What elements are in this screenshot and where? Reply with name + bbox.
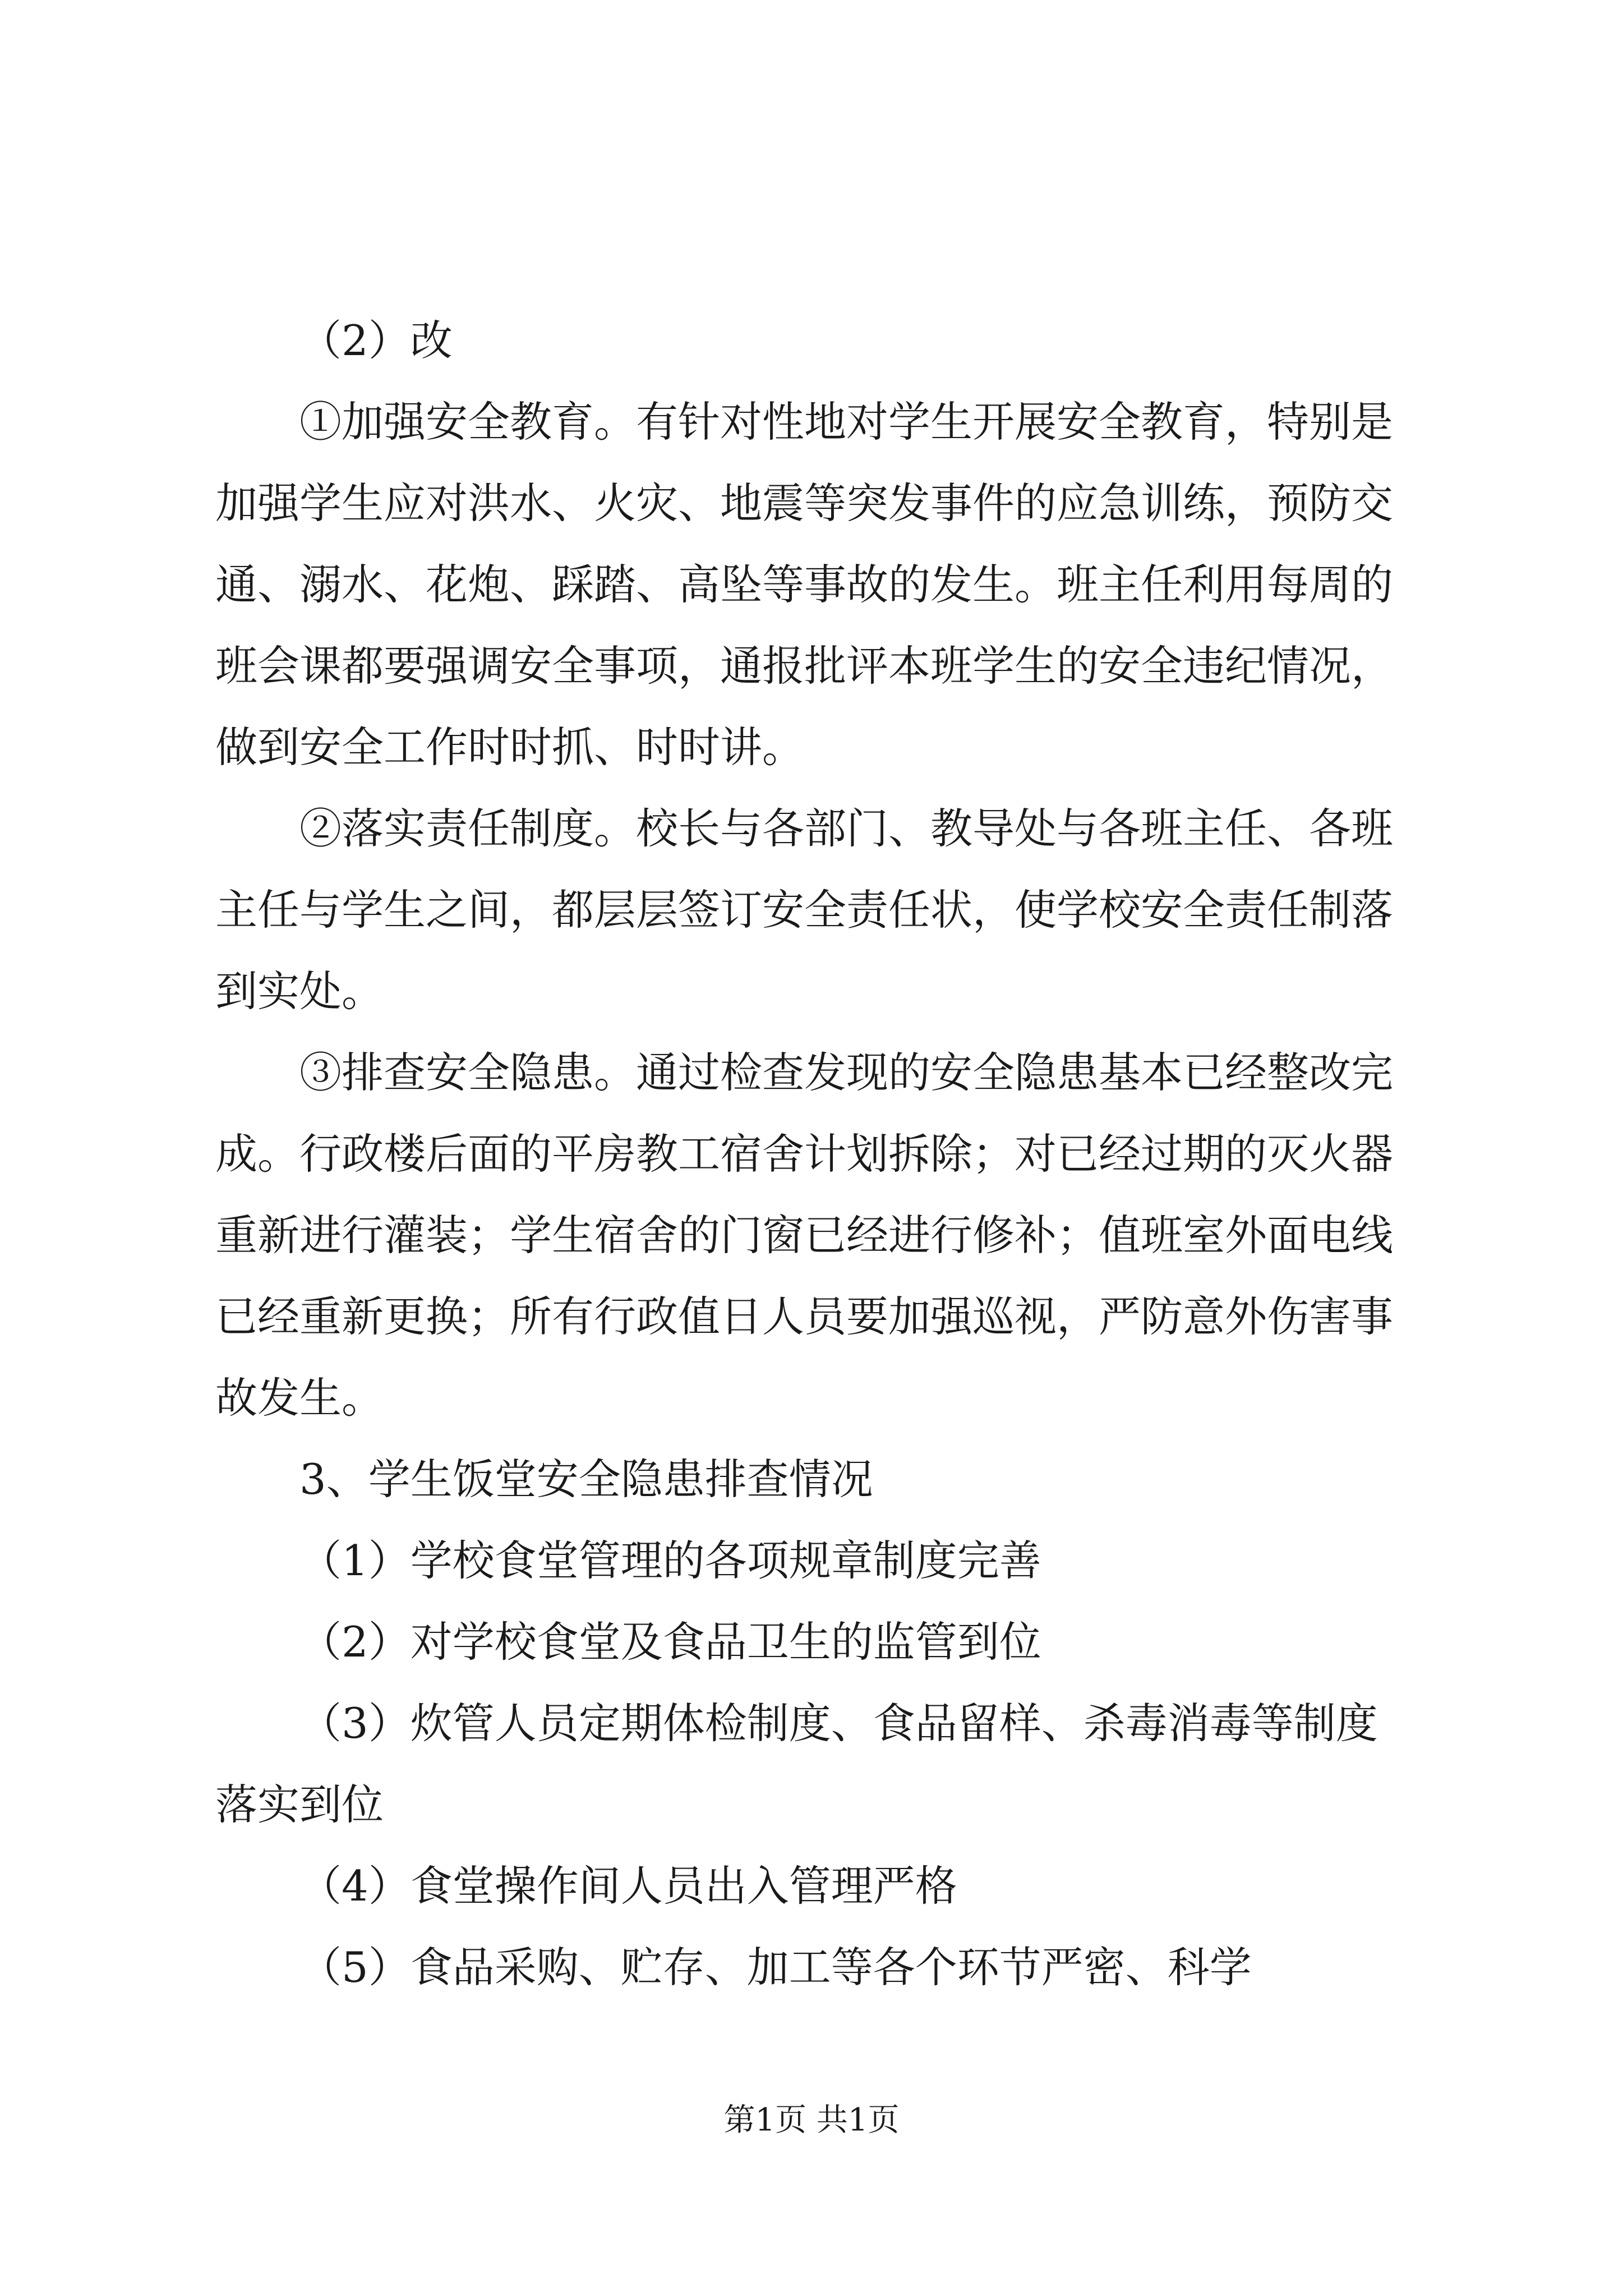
- paragraph-line: ②落实责任制度。校长与各部门、教导处与各班主任、各班: [299, 804, 1394, 853]
- paragraph-line: 故发生。: [215, 1373, 384, 1423]
- section-heading-gai: （2）改: [299, 316, 453, 365]
- paragraph-line: 做到安全工作时时抓、时时讲。: [215, 723, 805, 772]
- paragraph-line: ③排查安全隐患。通过检查发现的安全隐患基本已经整改完: [299, 1048, 1394, 1097]
- paragraph-line: 主任与学生之间，都层层签订安全责任状，使学校安全责任制落: [215, 885, 1394, 935]
- paragraph-line: 通、溺水、花炮、踩踏、高坠等事故的发生。班主任利用每周的: [215, 560, 1394, 609]
- document-body: [215, 300, 1421, 2008]
- list-item: （4）食堂操作间人员出入管理严格: [299, 1861, 957, 1911]
- list-item: （3）炊管人员定期体检制度、食品留样、杀毒消毒等制度: [299, 1699, 1378, 1748]
- paragraph-line: 加强学生应对洪水、火灾、地震等突发事件的应急训练，预防交: [215, 478, 1394, 528]
- section-heading-canteen: 3、学生饭堂安全隐患排查情况: [299, 1455, 873, 1504]
- paragraph-line: 到实处。: [215, 967, 384, 1016]
- list-item: （2）对学校食堂及食品卫生的监管到位: [299, 1617, 1041, 1667]
- list-item: （1）学校食堂管理的各项规章制度完善: [299, 1536, 1041, 1585]
- list-item: （5）食品采购、贮存、加工等各个环节严密、科学: [299, 1943, 1252, 1992]
- paragraph-line: 成。行政楼后面的平房教工宿舍计划拆除；对已经过期的灭火器: [215, 1129, 1394, 1179]
- paragraph-line: ①加强安全教育。有针对性地对学生开展安全教育，特别是: [299, 397, 1394, 447]
- paragraph-line: 重新进行灌装；学生宿舍的门窗已经进行修补；值班室外面电线: [215, 1211, 1394, 1260]
- page-footer: 第1页 共1页: [723, 2102, 900, 2138]
- paragraph-line: 已经重新更换；所有行政值日人员要加强巡视，严防意外伤害事: [215, 1292, 1394, 1341]
- paragraph-line: 班会课都要强调安全事项，通报批评本班学生的安全违纪情况，: [215, 641, 1394, 691]
- list-item-continuation: 落实到位: [215, 1780, 384, 1829]
